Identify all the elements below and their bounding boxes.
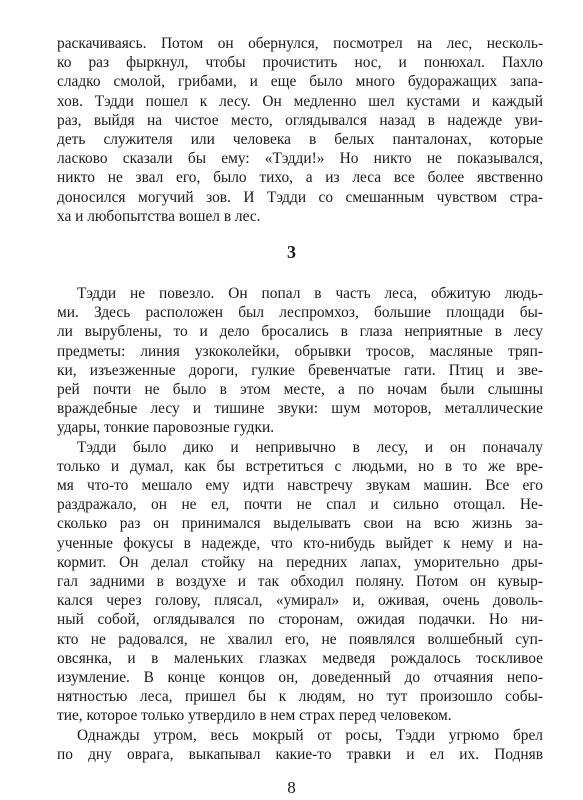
text-line: враждебные лесу и тишине звуки: шум моторов, металлические: [57, 400, 543, 418]
text-line: овсянка, и в маленьких глазках медведя рождалось тоскливое: [57, 649, 543, 667]
text-line: гал задними в воздухе и так обходил поляну. Потом он кувыр-: [57, 573, 543, 590]
text-line: изумление. В конце концов он, доведенный до отчаяния непо-: [57, 669, 543, 686]
text-line: хов. Тэдди пошел к лесу. Он медленно шел кустами и каждый: [57, 92, 543, 110]
text-line: предметы: линия узкоколейки, обрывки тросов, масляные тряп-: [57, 342, 543, 360]
text-line: деть служителя или человека в белых панталонах, которые: [57, 131, 543, 148]
text-line: ко раз фыркнул, чтобы прочистить нос, и понюхал. Пахло: [57, 54, 543, 72]
text-line: ки, изъезженные дороги, гулкие бревенчатые гати. Птиц и зве-: [57, 361, 543, 379]
text-line: Однажды утром, весь мокрый от росы, Тэдди угрюмо брел: [77, 726, 543, 744]
text-line: ли вырублены, то и дело бросались в глаза неприятные в лесу: [57, 323, 543, 341]
text-line: сладко смолой, грибами, и еще было много будоражащих запа-: [57, 73, 543, 91]
text-line: раздражало, он не ел, почти не спал и сильно отощал. Не-: [57, 496, 543, 514]
text-line: доносился могучий зов. И Тэдди со смешанным чувством стра-: [57, 188, 543, 206]
text-line: кался через голову, плясал, «умирал» и, оживая, очень доволь-: [57, 592, 543, 610]
text-line: Тэдди не повезло. Он попал в часть леса, обжитую людь-: [77, 285, 543, 302]
text-line: только и думал, как бы встретиться с людьми, но в то же вре-: [57, 457, 543, 475]
text-line: ласково сказали бы ему: «Тэдди!» Но никто не показывался,: [57, 150, 543, 168]
text-line: нятностью леса, пришел бы к людям, но тут произошло собы-: [57, 688, 543, 706]
text-line: кормит. Он делал стойку на передних лапах, уморительно дры-: [57, 553, 543, 571]
page-number: 8: [287, 778, 296, 797]
text-line: ный собой, оглядывался по сторонам, ожидая подачки. Но ни-: [57, 611, 543, 629]
text-line: ми. Здесь расположен был леспромхоз, большие площади бы-: [57, 304, 543, 322]
text-line: рей почти не было в этом месте, а по ночам были слышны: [57, 381, 543, 398]
text-line: по дну оврага, выкапывал какие-то травки и ел их. Подняв: [57, 745, 543, 763]
text-line: Тэдди было дико и непривычно в лесу, и он поначалу: [77, 438, 543, 456]
text-line: тие, которое только утвердило в нем страх перед человеком.: [57, 707, 452, 725]
text-line: раз, выйдя на чистое место, оглядывался назад в надежде уви-: [57, 111, 543, 129]
text-line: раскачиваясь. Потом он обернулся, посмотрел на лес, несколь-: [57, 35, 543, 52]
text-line: никто не звал его, было тихо, а из леса все более явственно: [57, 169, 543, 187]
text-line: ха и любопытства вошел в лес.: [57, 207, 261, 225]
text-line: мя что-то мешало ему идти навстречу звукам машин. Все его: [57, 477, 543, 494]
text-line: сколько раз он принимался выделывать свои на всю жизнь за-: [57, 515, 543, 533]
section-number: 3: [287, 242, 296, 262]
text-line: кто не радовался, не хвалил его, не появлялся волшебный суп-: [57, 630, 543, 648]
text-line: удары, тонкие паровозные гудки.: [57, 419, 275, 437]
text-line: ученные фокусы в надежде, что кто-нибудь выйдет к нему и на-: [57, 534, 543, 552]
